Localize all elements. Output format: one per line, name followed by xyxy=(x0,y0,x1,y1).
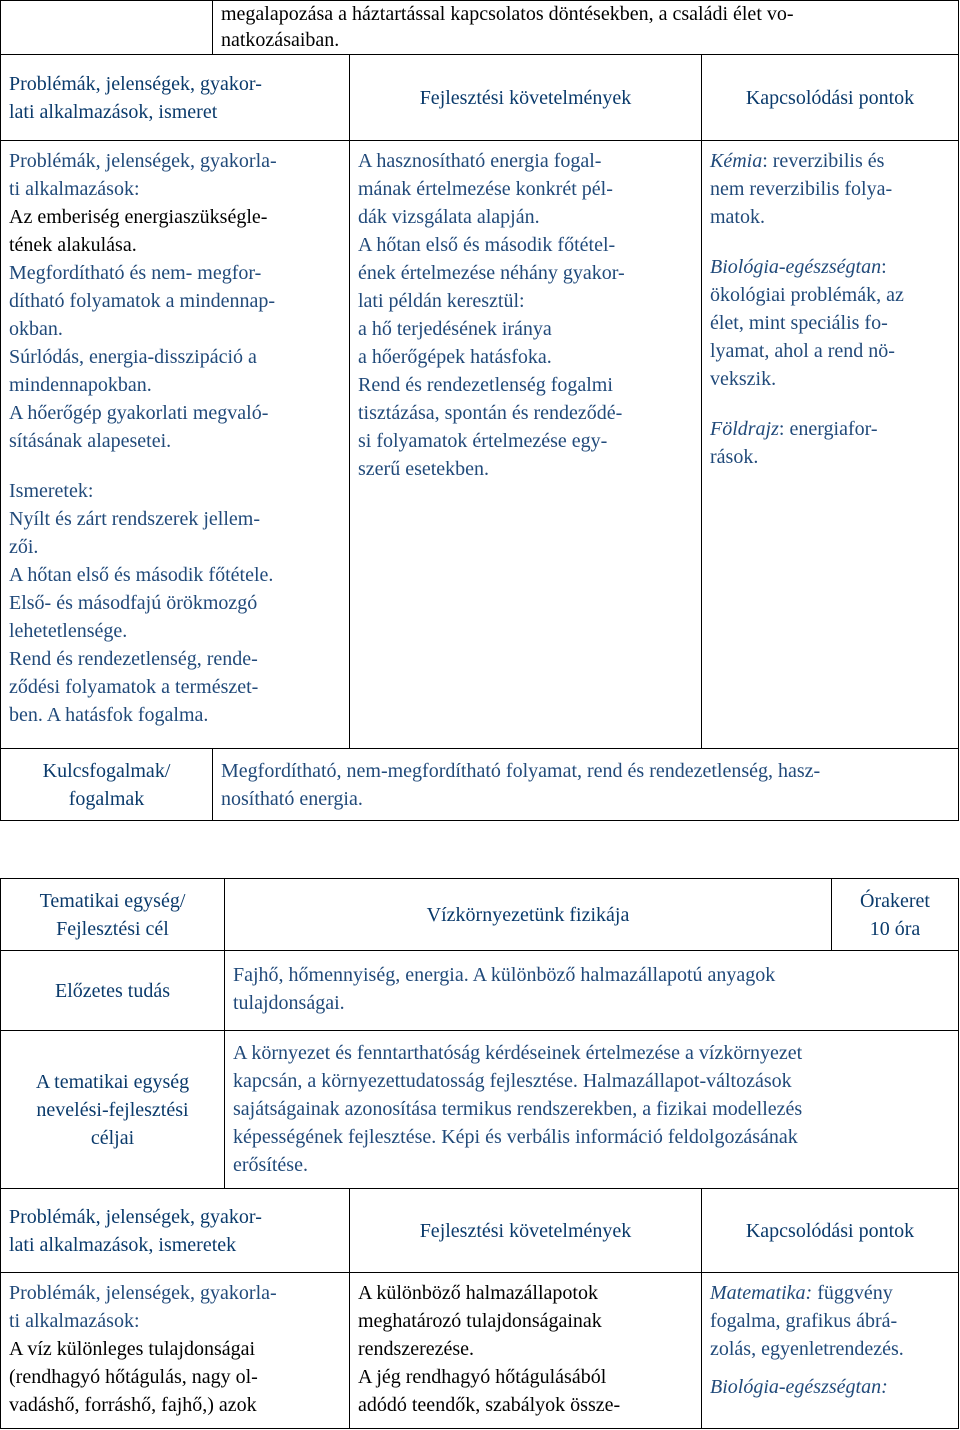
connection-line: nem reverzibilis folya- xyxy=(710,178,893,200)
requirement-line: adódó teendők, szabályok össze- xyxy=(358,1394,621,1416)
knowledge-item: ben. A hatásfok fogalma. xyxy=(9,704,209,726)
goals-line: A környezet és fenntarthatóság kérdéseinek értelmezése a vízkörnyezet xyxy=(233,1042,803,1064)
header-line: lati alkalmazások, ismeret xyxy=(9,100,218,123)
problems-label: Problémák, jelenségek, gyakorla- xyxy=(9,1282,277,1304)
goals-line: kapcsán, a környezettudatosság fejlesztése. Halmazállapot-változások xyxy=(233,1070,792,1092)
problems-cell xyxy=(1,141,350,749)
problem-item: dítható folyamatok a mindennap- xyxy=(9,290,276,312)
requirements-header: Fejlesztési követelmények xyxy=(350,1189,702,1273)
problems-label: ti alkalmazások: xyxy=(9,1310,140,1332)
requirements-header: Fejlesztési követelmények xyxy=(350,55,702,141)
connections-cell xyxy=(702,141,959,749)
requirement-line: A hasznosítható energia fogal- xyxy=(358,150,602,172)
requirement-line: tisztázása, spontán és rendeződé- xyxy=(358,402,623,424)
problems-label: Problémák, jelenségek, gyakorla- xyxy=(9,150,277,172)
empty-cell xyxy=(1,1,213,55)
connection-line: ökológiai problémák, az xyxy=(710,284,904,306)
spacer xyxy=(710,231,950,253)
prior-knowledge-label: Előzetes tudás xyxy=(1,951,225,1031)
spacer xyxy=(710,393,950,415)
connection-line: függvény xyxy=(812,1282,893,1304)
connection-line: : energiafor- xyxy=(778,418,878,440)
requirement-line: A hőtan első és második főtétel- xyxy=(358,234,616,256)
connection-line: : xyxy=(881,256,887,278)
hours-label: Órakeret xyxy=(860,889,930,912)
requirement-line: rendszerezése. xyxy=(358,1338,475,1360)
knowledge-item: Nyílt és zárt rendszerek jellem- xyxy=(9,508,260,530)
problem-item: Az emberiség energiaszükségle- xyxy=(9,206,268,228)
knowledge-item: A hőtan első és második főtétele. xyxy=(9,564,274,586)
connection-line: lyamat, ahol a rend nö- xyxy=(710,340,895,362)
key-concepts-text xyxy=(213,749,959,821)
connection-line: zolás, egyenletrendezés. xyxy=(710,1338,904,1360)
goals-label-line: A tematikai egység xyxy=(35,1070,190,1093)
requirement-line: a hő terjedésének iránya xyxy=(358,318,552,340)
problem-item: Súrlódás, energia-disszipáció a xyxy=(9,346,257,368)
connection-line: matok. xyxy=(710,206,765,228)
header-line: Problémák, jelenségek, gyakor- xyxy=(9,1205,262,1228)
spacer xyxy=(9,455,341,477)
knowledge-item: Első- és másodfajú örökmozgó xyxy=(9,592,258,614)
requirements-cell xyxy=(350,1273,702,1429)
hours-value: 10 óra xyxy=(869,917,921,940)
unit-title: Vízkörnyezetünk fizikája xyxy=(225,879,832,951)
hours-cell xyxy=(832,879,959,951)
key-text-line: nosítható energia. xyxy=(221,788,363,810)
connections-cell xyxy=(702,1273,959,1429)
header-line: lati alkalmazások, ismeretek xyxy=(9,1233,237,1256)
requirements-cell xyxy=(350,141,702,749)
key-label-line: Kulcsfogalmak/ xyxy=(42,759,171,782)
key-concepts-label xyxy=(1,749,213,821)
connection-line: vekszik. xyxy=(710,368,777,390)
problems-cell xyxy=(1,1273,350,1429)
continuation-line: natkozásaiban. xyxy=(221,29,340,51)
problems-label: ti alkalmazások: xyxy=(9,178,140,200)
subject-biology: Biológia-egészségtan xyxy=(710,256,882,278)
knowledge-item: zői. xyxy=(9,536,39,558)
connection-line: rások. xyxy=(710,446,759,468)
requirement-line: A jég rendhagyó hőtágulásából xyxy=(358,1366,607,1388)
requirement-line: mának értelmezése konkrét pél- xyxy=(358,178,613,200)
goals-line: képességének fejlesztése. Képi és verbális információ feldolgozásának xyxy=(233,1126,798,1148)
prior-line: tulajdonságai. xyxy=(233,992,345,1014)
requirement-line: a hőerőgépek hatásfoka. xyxy=(358,346,552,368)
goals-text xyxy=(225,1031,959,1189)
problem-item: Megfordítható és nem- megfor- xyxy=(9,262,262,284)
subject-math: Matematika: xyxy=(710,1282,813,1304)
bottom-table xyxy=(0,878,959,1429)
goals-line: erősítése. xyxy=(233,1154,308,1176)
requirement-line: si folyamatok értelmezése egy- xyxy=(358,430,608,452)
problem-item: A víz különleges tulajdonságai xyxy=(9,1338,256,1360)
key-text-line: Megfordítható, nem-megfordítható folyamat, rend és rendezetlenség, hasz- xyxy=(221,760,821,782)
requirement-line: ének értelmezése néhány gyakor- xyxy=(358,262,625,284)
connections-header: Kapcsolódási pontok xyxy=(702,1189,959,1273)
connections-header: Kapcsolódási pontok xyxy=(702,55,959,141)
goals-line: sajátságainak azonosítása termikus rendszerekben, a fizikai modellezés xyxy=(233,1098,803,1120)
knowledge-item: Rend és rendezetlenség, rende- xyxy=(9,648,258,670)
unit-label xyxy=(1,879,225,951)
unit-label-line: Fejlesztési cél xyxy=(56,917,169,940)
connection-line: fogalma, grafikus ábrá- xyxy=(710,1310,898,1332)
requirement-line: meghatározó tulajdonságainak xyxy=(358,1310,602,1332)
knowledge-item: ződési folyamatok a természet- xyxy=(9,676,259,698)
problems-header xyxy=(1,55,350,141)
problem-item: vadáshő, forráshő, fajhő,) azok xyxy=(9,1394,257,1416)
requirement-line: szerű esetekben. xyxy=(358,458,490,480)
header-line: Problémák, jelenségek, gyakor- xyxy=(9,72,262,95)
problems-header xyxy=(1,1189,350,1273)
continuation-text xyxy=(213,1,959,55)
connection-line: élet, mint speciális fo- xyxy=(710,312,888,334)
unit-label-line: Tematikai egység/ xyxy=(39,889,186,912)
problem-item: (rendhagyó hőtágulás, nagy ol- xyxy=(9,1366,258,1388)
knowledge-item: lehetetlensége. xyxy=(9,620,128,642)
requirement-line: dák vizsgálata alapján. xyxy=(358,206,540,228)
requirement-line: A különböző halmazállapotok xyxy=(358,1282,598,1304)
problem-item: mindennapokban. xyxy=(9,374,152,396)
connection-line: : reverzibilis és xyxy=(762,150,885,172)
requirement-line: lati példán keresztül: xyxy=(358,290,525,312)
goals-label-line: céljai xyxy=(90,1126,135,1149)
spacer xyxy=(710,1363,950,1373)
prior-line: Fajhő, hőmennyiség, energia. A különböző halmazállapotú anyagok xyxy=(233,964,776,986)
key-label-line: fogalmak xyxy=(68,787,145,810)
problem-item: sításának alapesetei. xyxy=(9,430,172,452)
goals-label-line: nevelési-fejlesztési xyxy=(36,1098,189,1121)
subject-chemistry: Kémia xyxy=(710,150,763,172)
subject-biology: Biológia-egészségtan: xyxy=(710,1376,888,1398)
continuation-line: megalapozása a háztartással kapcsolatos döntésekben, a családi élet vo- xyxy=(221,3,794,25)
requirement-line: Rend és rendezetlenség fogalmi xyxy=(358,374,613,396)
subject-geography: Földrajz xyxy=(710,418,779,440)
goals-label xyxy=(1,1031,225,1189)
knowledge-label: Ismeretek: xyxy=(9,480,94,502)
prior-knowledge-text xyxy=(225,951,959,1031)
problem-item: A hőerőgép gyakorlati megvaló- xyxy=(9,402,269,424)
problem-item: okban. xyxy=(9,318,63,340)
problem-item: tének alakulása. xyxy=(9,234,137,256)
